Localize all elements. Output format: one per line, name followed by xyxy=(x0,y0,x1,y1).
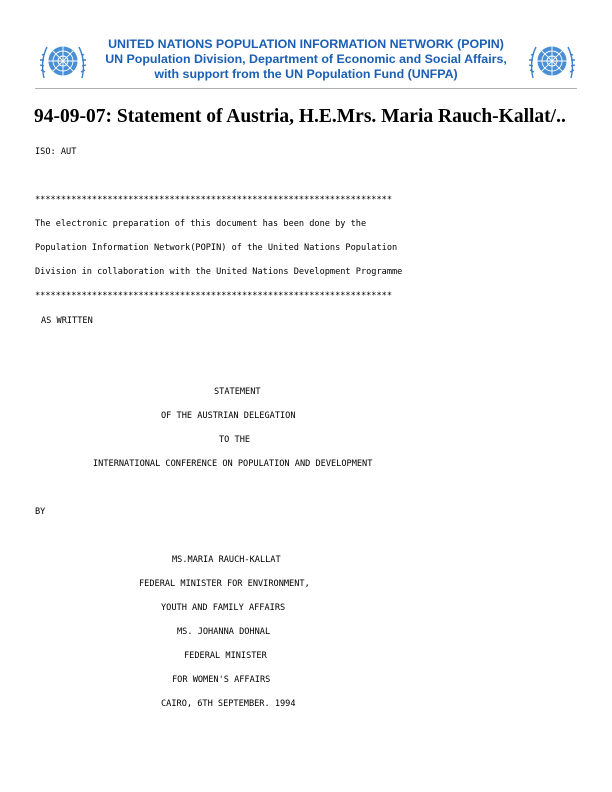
intro-line-1: The electronic preparation of this document has been done by the xyxy=(35,219,367,229)
separator-stars-top: ********************************************************************* xyxy=(35,195,392,205)
speaker-line-4: MS. JOHANNA DOHNAL xyxy=(177,627,271,637)
statement-line-1: STATEMENT xyxy=(214,387,261,397)
by-label: BY xyxy=(35,507,46,517)
speaker-line-2: FEDERAL MINISTER FOR ENVIRONMENT, xyxy=(139,579,310,589)
page-header xyxy=(35,36,577,89)
speaker-line-5: FEDERAL MINISTER xyxy=(184,651,267,661)
statement-line-3: TO THE xyxy=(219,435,251,445)
intro-line-2: Population Information Network(POPIN) of the United Nations Population xyxy=(35,243,398,253)
as-written-label: AS WRITTEN xyxy=(41,316,93,326)
statement-line-4: INTERNATIONAL CONFERENCE ON POPULATION AND DEVELOPMENT xyxy=(93,459,373,469)
speaker-line-6: FOR WOMEN'S AFFAIRS xyxy=(172,675,271,685)
intro-line-3: Division in collaboration with the United Nations Development Programme xyxy=(35,267,403,277)
header-line-2: UN Population Division, Department of Economic and Social Affairs, xyxy=(105,52,507,66)
page-title: 94-09-07: Statement of Austria, H.E.Mrs. Maria Rauch-Kallat/.. xyxy=(34,106,566,127)
statement-line-2: OF THE AUSTRIAN DELEGATION xyxy=(161,411,296,421)
header-text xyxy=(93,37,519,82)
un-emblem-icon xyxy=(38,38,88,84)
un-emblem-icon xyxy=(527,38,577,84)
speaker-line-1: MS.MARIA RAUCH-KALLAT xyxy=(172,555,281,565)
speaker-line-3: YOUTH AND FAMILY AFFAIRS xyxy=(161,603,286,613)
speaker-line-7: CAIRO, 6TH SEPTEMBER. 1994 xyxy=(161,699,296,709)
separator-stars-bottom: ********************************************************************* xyxy=(35,291,392,301)
header-line-3: with support from the UN Population Fund (UNFPA) xyxy=(154,67,458,81)
iso-code: ISO: AUT xyxy=(35,147,77,157)
header-line-1: UNITED NATIONS POPULATION INFORMATION NETWORK (POPIN) xyxy=(108,37,504,51)
